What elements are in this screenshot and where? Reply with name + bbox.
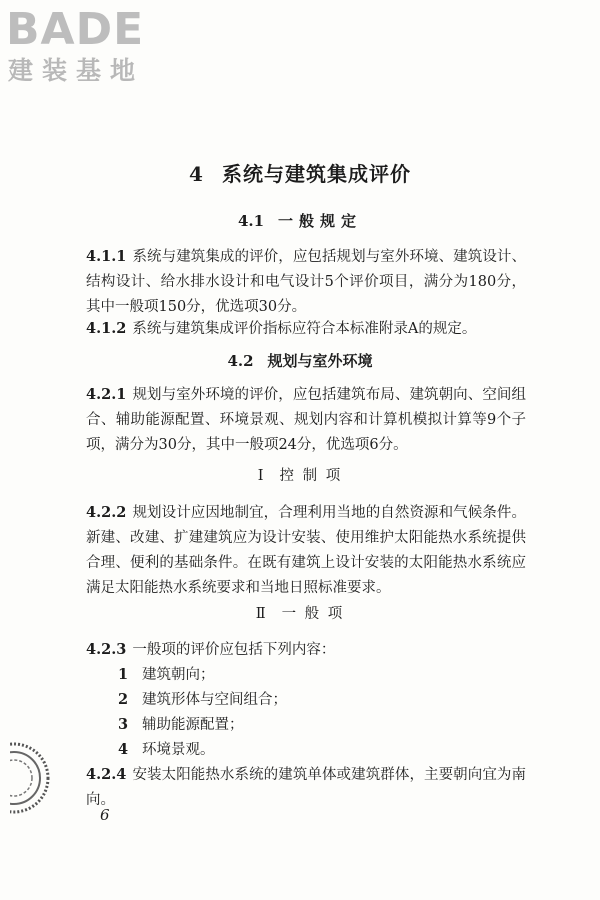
clause-4-2-3 xyxy=(86,637,526,663)
section-heading-4-1 xyxy=(0,210,600,232)
subheading-title: 一 般 项 xyxy=(281,606,345,622)
list-item xyxy=(118,712,244,738)
list-item xyxy=(118,687,287,713)
section-heading-4-2 xyxy=(0,350,600,372)
clause-number: 4.2.2 xyxy=(86,504,127,521)
clause-number: 4.2.3 xyxy=(86,641,127,658)
section-number: 4.2 xyxy=(227,352,254,370)
clause-number: 4.2.1 xyxy=(86,386,127,403)
publisher-logo xyxy=(6,6,176,86)
subheading-control-items xyxy=(0,465,600,487)
subheading-title: 控 制 项 xyxy=(279,468,343,484)
clause-4-2-2 xyxy=(86,500,526,601)
list-item-number: 4 xyxy=(118,741,129,758)
clause-number: 4.2.4 xyxy=(86,766,127,783)
section-title: 规划与室外环境 xyxy=(267,352,373,370)
chapter-title xyxy=(0,160,600,188)
list-item-text: 建筑朝向； xyxy=(142,667,215,683)
clause-text: 系统与建筑集成的评价，应包括规划与室外环境、建筑设计、结构设计、给水排水设计和电气设计5个评价项目，满分为180分，其中一般项150分，优选项30分。 xyxy=(86,249,526,315)
subheading-general-items xyxy=(0,603,600,625)
section-number: 4.1 xyxy=(237,212,265,230)
section-title: 一般规定 xyxy=(278,212,363,230)
list-item-number: 3 xyxy=(118,716,129,733)
clause-text: 安装太阳能热水系统的建筑单体或建筑群体，主要朝向宜为南向。 xyxy=(86,767,526,808)
clause-4-1-1 xyxy=(86,244,526,320)
clause-text: 一般项的评价应包括下列内容： xyxy=(132,642,336,658)
chapter-number: 4 xyxy=(189,162,204,186)
clause-4-2-4 xyxy=(86,762,526,813)
list-item-number: 1 xyxy=(118,666,129,683)
list-item xyxy=(118,737,215,763)
chapter-title-text: 系统与建筑集成评价 xyxy=(221,162,411,186)
page-number: 6 xyxy=(100,806,110,824)
list-item-number: 2 xyxy=(118,691,129,708)
library-stamp-icon xyxy=(10,738,54,818)
logo-chinese-text: 建装基地 xyxy=(8,56,145,85)
clause-text: 规划设计应因地制宜，合理利用当地的自然资源和气候条件。新建、改建、扩建建筑应为设计安装、使用维护太阳能热水系统提供合理、便利的基础条件。在既有建筑上设计安装的太阳能热水系统应满足太阳能热水系统要求和当地日照标准要求。 xyxy=(86,505,526,596)
roman-numeral: Ⅱ xyxy=(255,606,268,622)
list-item-text: 建筑形体与空间组合； xyxy=(142,692,287,708)
clause-number: 4.1.2 xyxy=(86,320,127,337)
list-item-text: 辅助能源配置； xyxy=(142,717,244,733)
clause-text: 规划与室外环境的评价，应包括建筑布局、建筑朝向、空间组合、辅助能源配置、环境景观、规划内容和计算机模拟计算等9个子项，满分为30分，其中一般项24分，优选项6分。 xyxy=(86,387,526,453)
clause-4-1-2 xyxy=(86,316,526,342)
clause-4-2-1 xyxy=(86,382,526,458)
clause-number: 4.1.1 xyxy=(86,248,127,265)
logo-latin-text: BADE xyxy=(6,4,145,55)
list-item-text: 环境景观。 xyxy=(142,742,215,758)
roman-numeral: Ⅰ xyxy=(257,468,266,484)
clause-text: 系统与建筑集成评价指标应符合本标准附录A的规定。 xyxy=(132,321,477,337)
list-item xyxy=(118,662,215,688)
